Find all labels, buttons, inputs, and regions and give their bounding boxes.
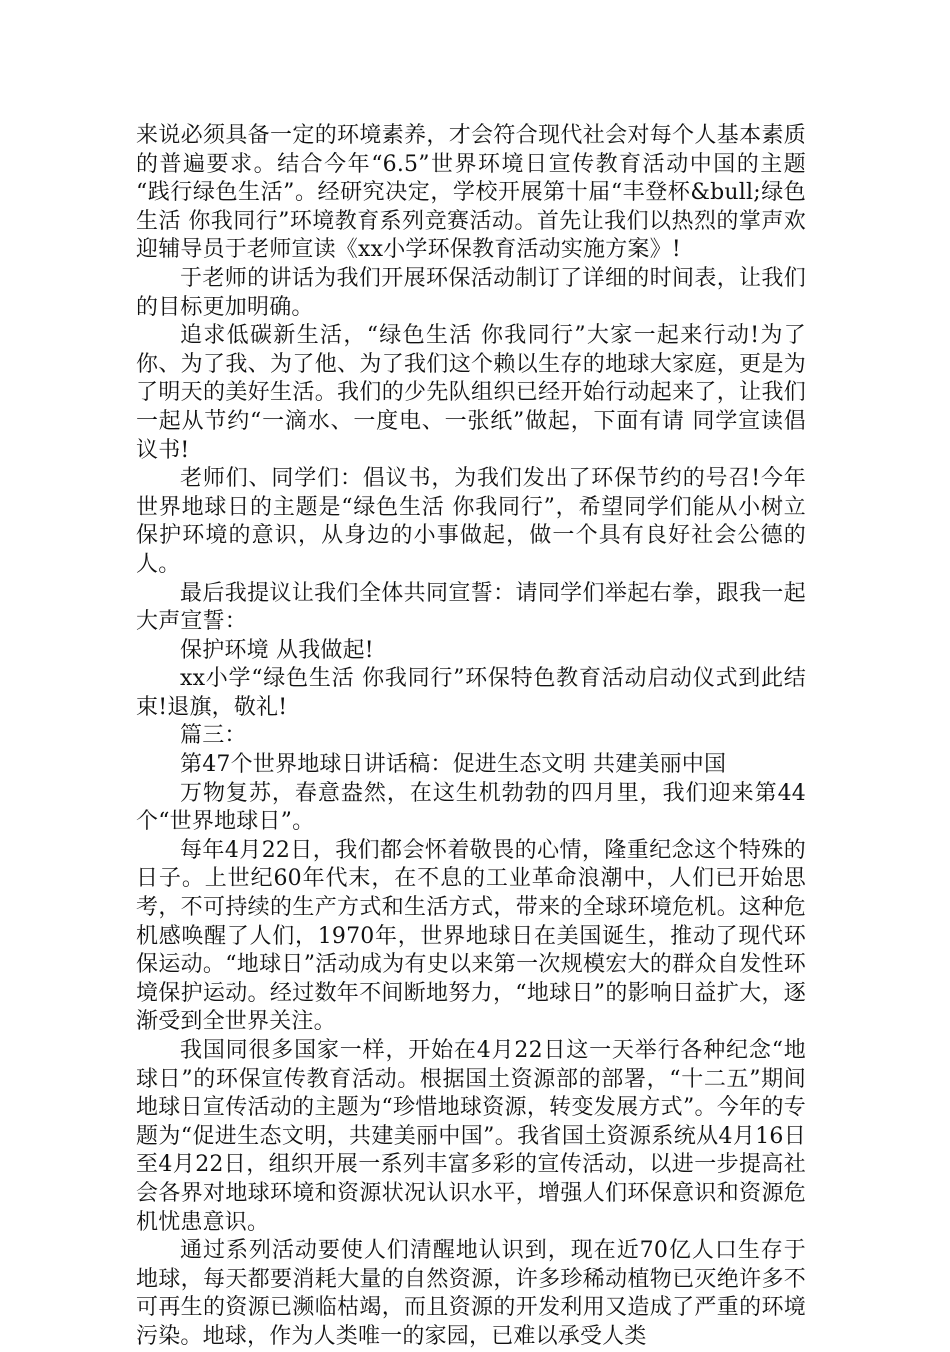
paragraph: 于老师的讲话为我们开展环保活动制订了详细的时间表，让我们的目标更加明确。 [136,265,806,320]
paragraph: 万物复苏，春意盎然，在这生机勃勃的四月里，我们迎来第44个“世界地球日”。 [136,780,806,835]
paragraph: 最后我提议让我们全体共同宣誓：请同学们举起右拳，跟我一起大声宣誓： [136,580,806,635]
paragraph: 追求低碳新生活，“绿色生活 你我同行”大家一起来行动!为了你、为了我、为了他、为了我们这个赖以生存的地球大家庭，更是为了明天的美好生活。我们的少先队组织已经开始行动起来了，让我们一起从节约“一滴水、一度电、一张纸”做起，下面有请 同学宣读倡议书! [136,323,806,463]
paragraph: 通过系列活动要使人们清醒地认识到，现在近70亿人口生存于地球，每天都要消耗大量的自然资源，许多珍稀动植物已灭绝许多不可再生的资源已濒临枯竭，而且资源的开发利用又造成了严重的环境污染。地球，作为人类唯一的家园，已难以承受人类 [136,1238,806,1349]
paragraph: xx小学“绿色生活 你我同行”环保特色教育活动启动仪式到此结束!退旗，敬礼! [136,666,806,720]
section-label: 篇三： [180,723,247,749]
paragraph: 每年4月22日，我们都会怀着敬畏的心情，隆重纪念这个特殊的日子。上世纪60年代末，在不息的工业革命浪潮中，人们已开始思考，不可持续的生产方式和生活方式，带来的全球环境危机。这种危机感唤醒了人们，1970年，世界地球日在美国诞生，推动了现代环保运动。“地球日”活动成为有史以来第一次规模宏大的群众自发性环境保护运动。经过数年不间断地努力，“地球日”的影响日益扩大，逐渐受到全世界关注。 [136,837,806,1035]
paragraph-continued: 来说必须具备一定的环境素养，才会符合现代社会对每个人基本素质的普遍要求。结合今年“6.5”世界环境日宣传教育活动中国的主题 “践行绿色生活”。经研究决定，学校开展第十届“丰登杯&bull;绿色生活 你我同行”环境教育系列竞赛活动。首先让我们以热烈的掌声欢迎辅导员于老师宣读《xx小学环保教育活动实施方案》! [136,123,806,263]
paragraph: 我国同很多国家一样，开始在4月22日这一天举行各种纪念“地球日”的环保宣传教育活动。根据国土资源部的部署，“十二五”期间地球日宣传活动的主题为“珍惜地球资源，转变发展方式”。今年的专题为“促进生态文明，共建美丽中国”。我省国土资源系统从4月16日至4月22日，组织开展一系列丰富多彩的宣传活动，以进一步提高社会各界对地球环境和资源状况认识水平，增强人们环保意识和资源危机忧患意识。 [136,1038,806,1235]
paragraph: 老师们、同学们：倡议书，为我们发出了环保节约的号召!今年世界地球日的主题是“绿色生活 你我同行”，希望同学们能从小树立保护环境的意识，从身边的小事做起，做一个具有良好社会公德的人。 [136,466,806,577]
body-text [136,122,806,1352]
paragraph: 保护环境 从我做起! [180,637,374,663]
section-title: 第47个世界地球日讲话稿：促进生态文明 共建美丽中国 [180,752,727,778]
